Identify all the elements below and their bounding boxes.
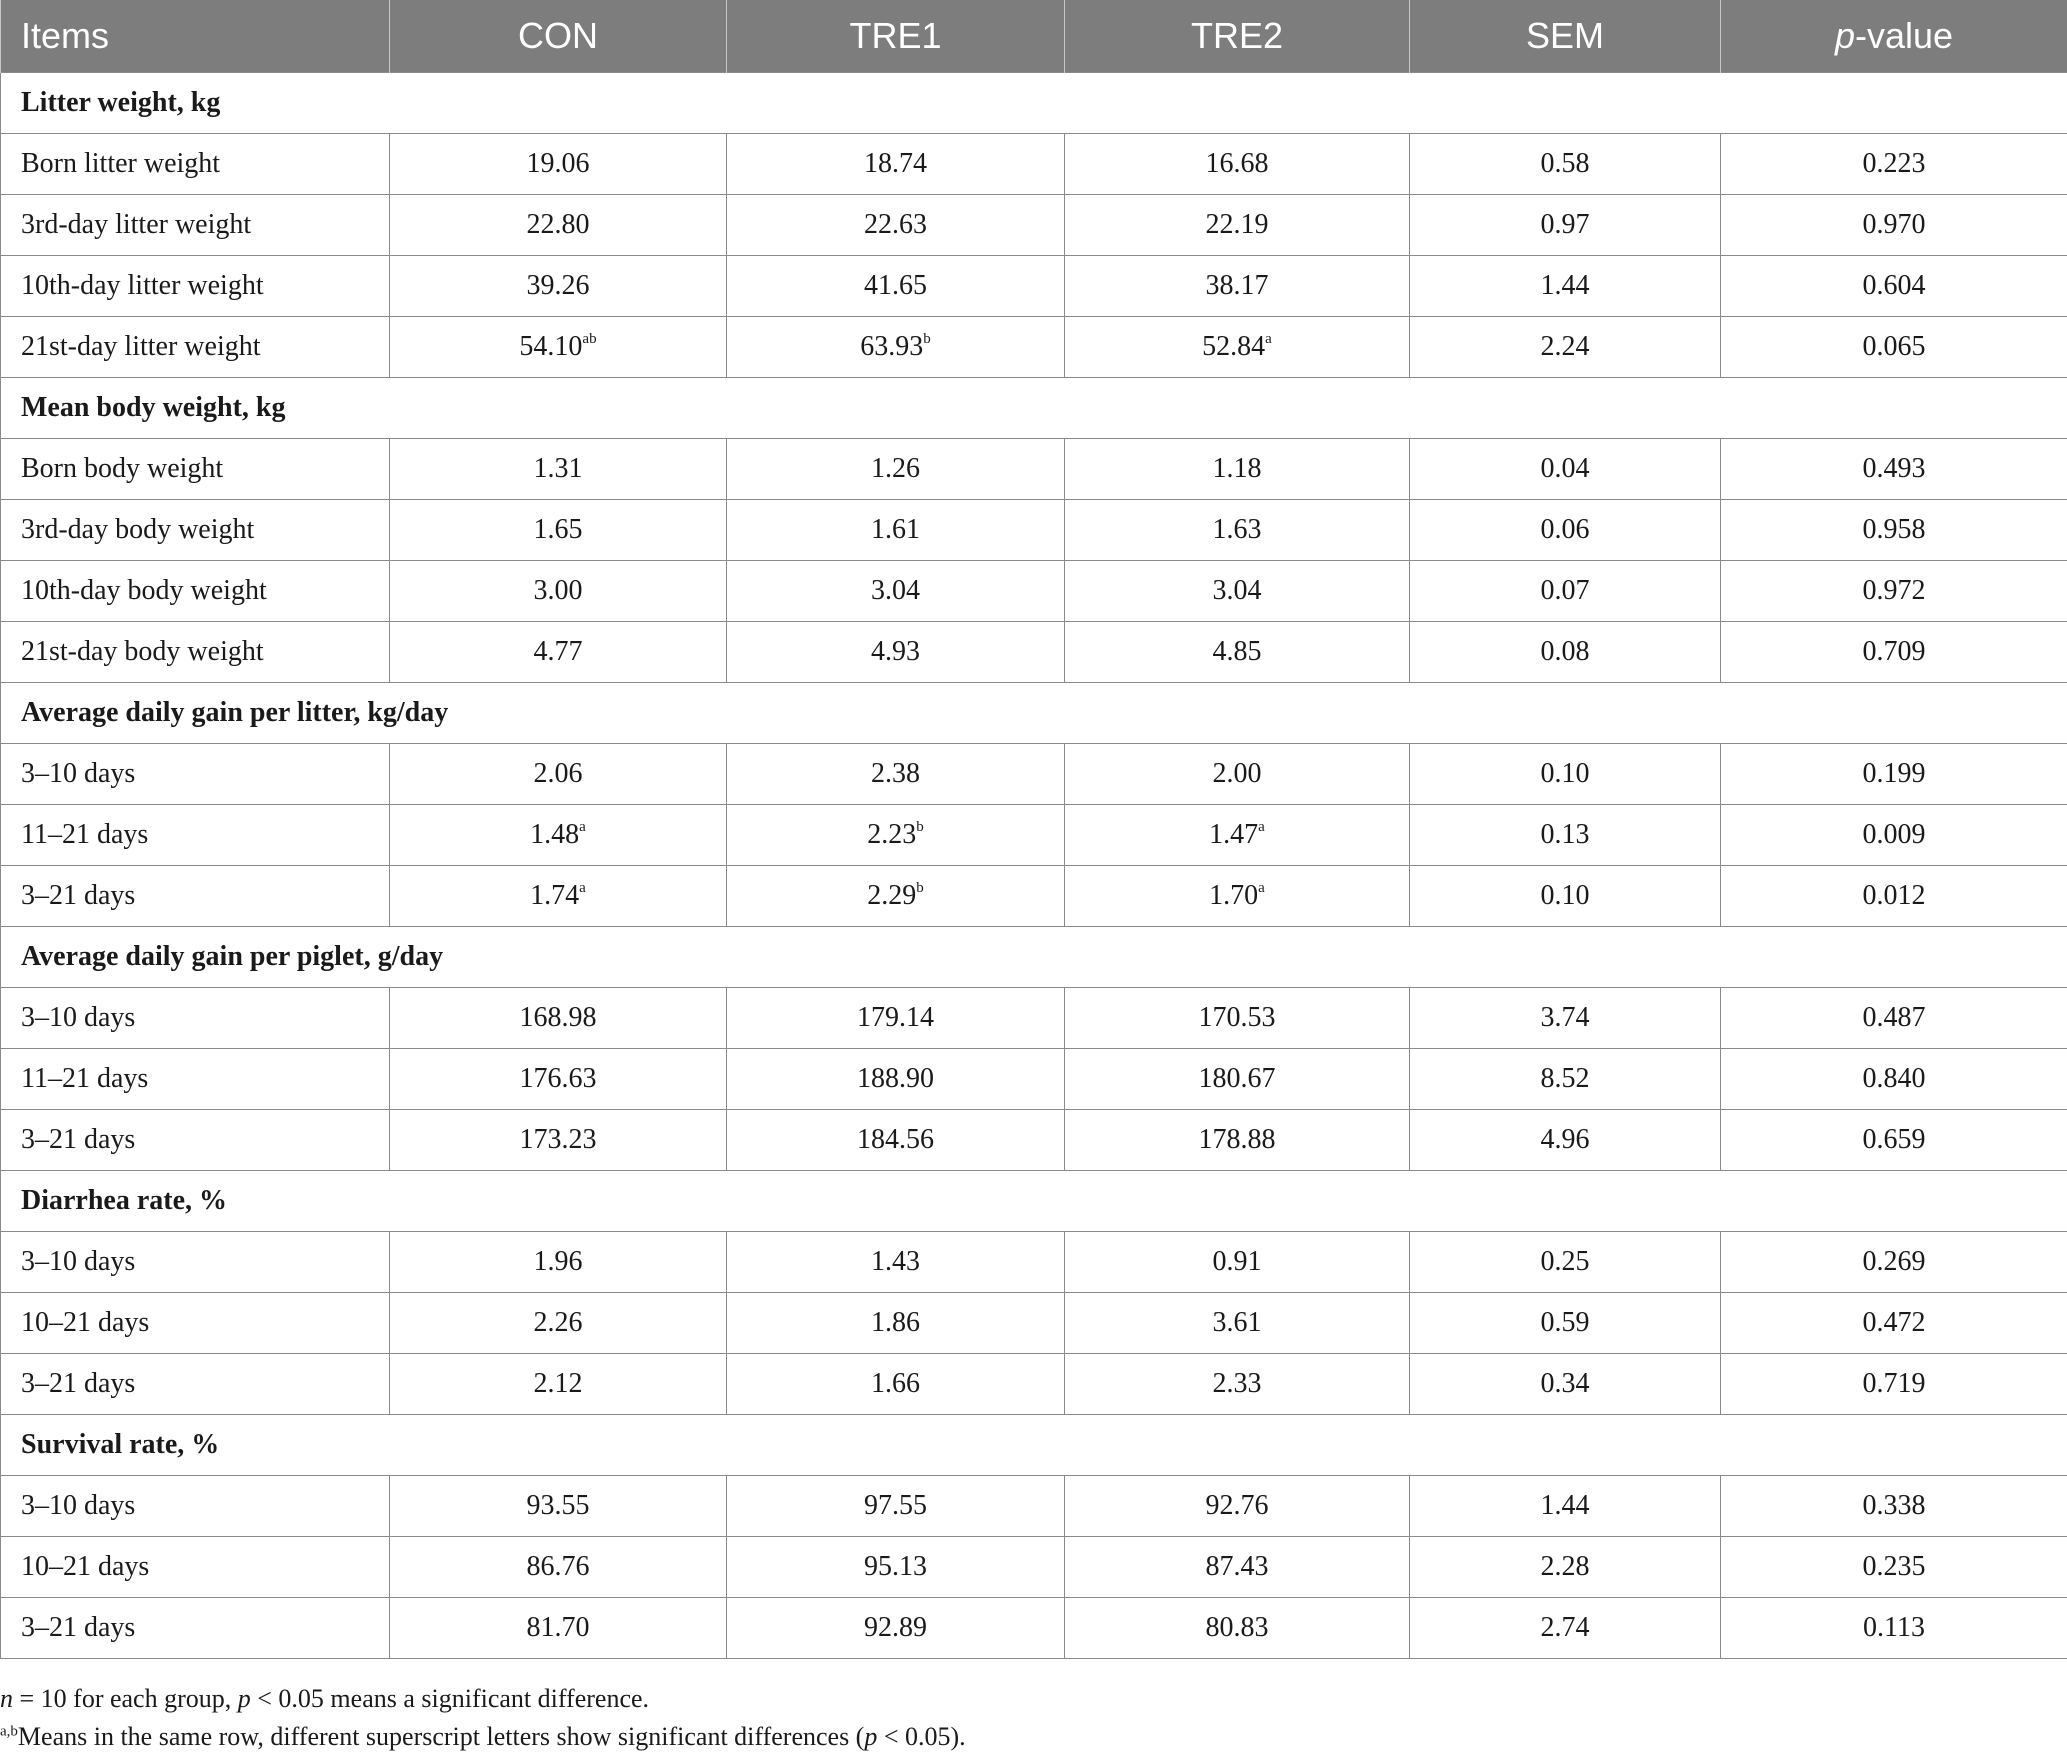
- cell-number: 168.98: [519, 1002, 597, 1033]
- table-body: [1, 73, 2067, 1659]
- cell-number: 0.07: [1540, 575, 1590, 606]
- cell-value: [727, 500, 1065, 561]
- cell-number: 22.19: [1205, 209, 1269, 240]
- cell-number: 1.61: [871, 514, 920, 545]
- cell-value: [1721, 317, 2067, 378]
- cell-value: [727, 1598, 1065, 1659]
- cell-value: [390, 1293, 727, 1354]
- cell-value: [1065, 1293, 1410, 1354]
- table-row: [1, 439, 2067, 500]
- cell-value: [1721, 1049, 2067, 1110]
- cell-number: 184.56: [857, 1124, 934, 1155]
- cell-value: [727, 988, 1065, 1049]
- row-label: 3–21 days: [1, 1354, 390, 1415]
- cell-value: [1065, 988, 1410, 1049]
- cell-value: [1410, 561, 1721, 622]
- row-label: 3–10 days: [1, 1232, 390, 1293]
- cell-number: 0.10: [1540, 758, 1590, 789]
- cell-number: 179.14: [857, 1002, 934, 1033]
- cell-number: 92.89: [864, 1612, 927, 1643]
- header-tre2: TRE2: [1065, 0, 1410, 73]
- cell-number: 0.709: [1862, 636, 1926, 667]
- table-row: [1, 866, 2067, 927]
- cell-number: 1.26: [871, 453, 920, 484]
- cell-value: [1065, 561, 1410, 622]
- cell-value: [727, 622, 1065, 683]
- footnote-sup-letters: a,b: [0, 1723, 18, 1740]
- header-items: Items: [1, 0, 390, 73]
- footnote-text: = 10 for each group,: [13, 1684, 238, 1713]
- cell-number: 80.83: [1205, 1612, 1269, 1643]
- cell-number: 2.29: [867, 880, 917, 911]
- cell-number: 2.00: [1212, 758, 1262, 789]
- table-row: [1, 1232, 2067, 1293]
- cell-value: [1721, 866, 2067, 927]
- cell-number: 0.338: [1862, 1490, 1926, 1521]
- cell-value: [727, 744, 1065, 805]
- cell-value: [390, 256, 727, 317]
- footnote-sample-size: [0, 1680, 2067, 1718]
- row-label: 10th-day body weight: [1, 561, 390, 622]
- cell-value: [727, 1354, 1065, 1415]
- cell-value: [1410, 744, 1721, 805]
- section-row: [1, 1171, 2067, 1232]
- significance-superscript: a: [1258, 879, 1265, 896]
- table-row: [1, 1293, 2067, 1354]
- cell-number: 39.26: [526, 270, 590, 301]
- cell-number: 1.47: [1209, 819, 1259, 850]
- cell-number: 2.23: [867, 819, 917, 850]
- section-row: [1, 73, 2067, 134]
- cell-number: 86.76: [526, 1551, 590, 1582]
- table-row: [1, 134, 2067, 195]
- row-label: 3–10 days: [1, 988, 390, 1049]
- cell-value: [727, 1232, 1065, 1293]
- cell-number: 0.493: [1862, 453, 1926, 484]
- cell-value: [1721, 988, 2067, 1049]
- row-label: 11–21 days: [1, 805, 390, 866]
- cell-value: [390, 500, 727, 561]
- cell-number: 2.06: [533, 758, 583, 789]
- cell-number: 0.04: [1540, 453, 1590, 484]
- section-row: [1, 1415, 2067, 1476]
- cell-number: 180.67: [1198, 1063, 1276, 1094]
- section-title: Litter weight, kg: [1, 73, 2067, 134]
- cell-number: 0.972: [1862, 575, 1926, 606]
- cell-value: [1065, 622, 1410, 683]
- cell-value: [1721, 1598, 2067, 1659]
- cell-value: [390, 134, 727, 195]
- table-row: [1, 1110, 2067, 1171]
- significance-superscript: b: [916, 879, 924, 896]
- cell-value: [1721, 134, 2067, 195]
- cell-number: 0.970: [1862, 209, 1926, 240]
- cell-number: 16.68: [1205, 148, 1269, 179]
- section-title: Diarrhea rate, %: [1, 1171, 2067, 1232]
- cell-value: [1721, 1476, 2067, 1537]
- cell-number: 3.04: [871, 575, 920, 606]
- table-row: [1, 317, 2067, 378]
- cell-value: [727, 134, 1065, 195]
- cell-value: [1721, 622, 2067, 683]
- table-footnotes: [0, 1680, 2067, 1756]
- cell-value: [727, 561, 1065, 622]
- cell-value: [1410, 134, 1721, 195]
- cell-value: [390, 1232, 727, 1293]
- cell-number: 0.59: [1540, 1307, 1590, 1338]
- row-label: Born body weight: [1, 439, 390, 500]
- cell-number: 1.31: [533, 453, 583, 484]
- cell-number: 1.44: [1540, 270, 1590, 301]
- table-row: [1, 1598, 2067, 1659]
- table-row: [1, 1354, 2067, 1415]
- row-label: 3–21 days: [1, 866, 390, 927]
- cell-value: [1065, 134, 1410, 195]
- footnote-tail: < 0.05).: [877, 1722, 966, 1751]
- cell-value: [1410, 1049, 1721, 1110]
- cell-number: 38.17: [1205, 270, 1269, 301]
- cell-value: [1065, 805, 1410, 866]
- cell-number: 1.43: [871, 1246, 920, 1277]
- cell-number: 1.66: [871, 1368, 920, 1399]
- cell-number: 0.012: [1862, 880, 1926, 911]
- cell-value: [1410, 622, 1721, 683]
- table-row: [1, 622, 2067, 683]
- cell-number: 0.719: [1862, 1368, 1926, 1399]
- cell-number: 52.84: [1202, 331, 1266, 362]
- cell-value: [1721, 1293, 2067, 1354]
- cell-value: [390, 866, 727, 927]
- cell-number: 4.96: [1540, 1124, 1590, 1155]
- cell-value: [727, 866, 1065, 927]
- cell-value: [1410, 988, 1721, 1049]
- header-sem: SEM: [1410, 0, 1721, 73]
- significance-superscript: a: [579, 879, 586, 896]
- cell-number: 19.06: [526, 148, 590, 179]
- section-row: [1, 927, 2067, 988]
- footnote-p: p: [237, 1684, 251, 1713]
- cell-number: 2.33: [1212, 1368, 1262, 1399]
- cell-value: [1410, 1537, 1721, 1598]
- significance-superscript: b: [916, 818, 924, 835]
- cell-value: [390, 195, 727, 256]
- cell-value: [727, 439, 1065, 500]
- table-row: [1, 744, 2067, 805]
- cell-number: 93.55: [526, 1490, 590, 1521]
- cell-value: [390, 622, 727, 683]
- cell-number: 0.34: [1540, 1368, 1590, 1399]
- cell-number: 0.065: [1862, 331, 1926, 362]
- cell-value: [390, 1354, 727, 1415]
- cell-number: 54.10: [519, 331, 583, 362]
- cell-number: 0.13: [1540, 819, 1590, 850]
- row-label: 11–21 days: [1, 1049, 390, 1110]
- cell-number: 0.06: [1540, 514, 1590, 545]
- cell-number: 0.199: [1862, 758, 1926, 789]
- cell-number: 0.08: [1540, 636, 1590, 667]
- cell-value: [1065, 1598, 1410, 1659]
- cell-value: [1410, 1232, 1721, 1293]
- cell-number: 1.96: [533, 1246, 583, 1277]
- cell-value: [1721, 1537, 2067, 1598]
- cell-number: 41.65: [864, 270, 927, 301]
- header-p-value: [1721, 0, 2067, 73]
- cell-value: [1410, 256, 1721, 317]
- cell-value: [727, 317, 1065, 378]
- cell-number: 176.63: [519, 1063, 597, 1094]
- cell-value: [727, 1110, 1065, 1171]
- cell-number: 8.52: [1540, 1063, 1590, 1094]
- cell-value: [1721, 744, 2067, 805]
- table-row: [1, 1476, 2067, 1537]
- row-label: 21st-day litter weight: [1, 317, 390, 378]
- cell-number: 2.28: [1540, 1551, 1590, 1582]
- table-row: [1, 500, 2067, 561]
- cell-number: 4.77: [533, 636, 583, 667]
- row-label: Born litter weight: [1, 134, 390, 195]
- cell-number: 63.93: [860, 331, 924, 362]
- footnote-superscripts: [0, 1718, 2067, 1756]
- significance-superscript: b: [923, 330, 931, 347]
- cell-value: [1065, 1537, 1410, 1598]
- cell-number: 0.487: [1862, 1002, 1926, 1033]
- cell-number: 0.113: [1863, 1612, 1925, 1643]
- cell-number: 18.74: [864, 148, 927, 179]
- cell-number: 0.25: [1540, 1246, 1590, 1277]
- cell-value: [1721, 1354, 2067, 1415]
- cell-value: [1721, 256, 2067, 317]
- table-row: [1, 256, 2067, 317]
- section-title: Mean body weight, kg: [1, 378, 2067, 439]
- cell-value: [1065, 195, 1410, 256]
- cell-number: 2.24: [1540, 331, 1590, 362]
- cell-number: 0.958: [1862, 514, 1926, 545]
- table-header-row: [1, 0, 2067, 73]
- cell-value: [727, 805, 1065, 866]
- header-con: CON: [390, 0, 727, 73]
- row-label: 21st-day body weight: [1, 622, 390, 683]
- cell-number: 0.269: [1862, 1246, 1926, 1277]
- cell-value: [1721, 561, 2067, 622]
- cell-number: 3.00: [533, 575, 583, 606]
- cell-value: [1410, 500, 1721, 561]
- cell-number: 0.91: [1212, 1246, 1262, 1277]
- cell-value: [727, 1049, 1065, 1110]
- cell-value: [390, 1049, 727, 1110]
- row-label: 3rd-day body weight: [1, 500, 390, 561]
- row-label: 3–21 days: [1, 1110, 390, 1171]
- cell-value: [1065, 256, 1410, 317]
- cell-number: 92.76: [1205, 1490, 1269, 1521]
- row-label: 3–10 days: [1, 744, 390, 805]
- cell-value: [390, 1537, 727, 1598]
- significance-superscript: a: [579, 818, 586, 835]
- cell-number: 173.23: [519, 1124, 597, 1155]
- cell-value: [727, 256, 1065, 317]
- cell-value: [1065, 317, 1410, 378]
- row-label: 10–21 days: [1, 1293, 390, 1354]
- cell-value: [1721, 1232, 2067, 1293]
- cell-number: 1.70: [1209, 880, 1259, 911]
- cell-value: [1410, 317, 1721, 378]
- cell-value: [1410, 1598, 1721, 1659]
- cell-value: [390, 1598, 727, 1659]
- footnote-text: Means in the same row, different superscript letters show significant differences (: [17, 1722, 865, 1751]
- cell-number: 2.74: [1540, 1612, 1590, 1643]
- cell-number: 178.88: [1198, 1124, 1276, 1155]
- cell-value: [727, 1537, 1065, 1598]
- cell-value: [1065, 1049, 1410, 1110]
- cell-value: [1410, 439, 1721, 500]
- cell-value: [390, 1110, 727, 1171]
- cell-number: 0.604: [1862, 270, 1926, 301]
- cell-value: [1065, 1476, 1410, 1537]
- cell-value: [727, 1476, 1065, 1537]
- cell-value: [390, 1476, 727, 1537]
- cell-number: 2.26: [533, 1307, 583, 1338]
- cell-number: 170.53: [1198, 1002, 1276, 1033]
- cell-number: 4.85: [1212, 636, 1262, 667]
- cell-value: [1410, 1293, 1721, 1354]
- cell-value: [390, 988, 727, 1049]
- cell-number: 0.10: [1540, 880, 1590, 911]
- cell-number: 188.90: [857, 1063, 934, 1094]
- cell-value: [1721, 1110, 2067, 1171]
- cell-value: [1410, 195, 1721, 256]
- cell-number: 0.58: [1540, 148, 1590, 179]
- cell-number: 1.18: [1212, 453, 1262, 484]
- cell-number: 97.55: [864, 1490, 927, 1521]
- cell-value: [1065, 1232, 1410, 1293]
- cell-value: [1721, 805, 2067, 866]
- cell-value: [1410, 1476, 1721, 1537]
- cell-value: [727, 195, 1065, 256]
- section-row: [1, 683, 2067, 744]
- table-row: [1, 195, 2067, 256]
- cell-number: 22.63: [864, 209, 927, 240]
- cell-value: [390, 744, 727, 805]
- cell-value: [1065, 439, 1410, 500]
- cell-number: 22.80: [526, 209, 590, 240]
- footnote-p: p: [864, 1722, 878, 1751]
- significance-superscript: a: [1258, 818, 1265, 835]
- cell-value: [1410, 1354, 1721, 1415]
- cell-number: 3.74: [1540, 1002, 1590, 1033]
- header-p-suffix: -value: [1854, 15, 1954, 56]
- section-row: [1, 378, 2067, 439]
- table-row: [1, 988, 2067, 1049]
- cell-number: 1.63: [1212, 514, 1262, 545]
- footnote-n: n: [0, 1684, 13, 1713]
- cell-number: 1.86: [871, 1307, 920, 1338]
- row-label: 10th-day litter weight: [1, 256, 390, 317]
- table-row: [1, 1049, 2067, 1110]
- cell-value: [1065, 1110, 1410, 1171]
- cell-number: 81.70: [526, 1612, 590, 1643]
- cell-number: 0.840: [1862, 1063, 1926, 1094]
- section-title: Survival rate, %: [1, 1415, 2067, 1476]
- cell-number: 3.04: [1212, 575, 1262, 606]
- cell-number: 95.13: [864, 1551, 927, 1582]
- cell-number: 1.65: [533, 514, 583, 545]
- cell-value: [390, 439, 727, 500]
- cell-value: [1721, 195, 2067, 256]
- cell-number: 0.223: [1862, 148, 1926, 179]
- cell-value: [1065, 866, 1410, 927]
- significance-superscript: a: [1265, 330, 1272, 347]
- cell-value: [390, 561, 727, 622]
- cell-number: 3.61: [1212, 1307, 1262, 1338]
- cell-value: [1721, 500, 2067, 561]
- cell-value: [1065, 744, 1410, 805]
- header-p-italic: p: [1834, 15, 1855, 56]
- table-row: [1, 1537, 2067, 1598]
- cell-value: [1410, 866, 1721, 927]
- cell-value: [1410, 1110, 1721, 1171]
- table-row: [1, 805, 2067, 866]
- cell-value: [1721, 439, 2067, 500]
- cell-value: [1410, 805, 1721, 866]
- cell-number: 2.38: [871, 758, 920, 789]
- cell-value: [390, 805, 727, 866]
- row-label: 3rd-day litter weight: [1, 195, 390, 256]
- cell-number: 0.659: [1862, 1124, 1926, 1155]
- cell-number: 2.12: [533, 1368, 583, 1399]
- cell-value: [1065, 500, 1410, 561]
- section-title: Average daily gain per litter, kg/day: [1, 683, 2067, 744]
- cell-value: [727, 1293, 1065, 1354]
- row-label: 3–10 days: [1, 1476, 390, 1537]
- cell-number: 4.93: [871, 636, 920, 667]
- cell-number: 0.009: [1862, 819, 1926, 850]
- row-label: 10–21 days: [1, 1537, 390, 1598]
- header-tre1: TRE1: [727, 0, 1065, 73]
- cell-number: 0.235: [1862, 1551, 1926, 1582]
- cell-number: 1.44: [1540, 1490, 1590, 1521]
- table-row: [1, 561, 2067, 622]
- significance-superscript: ab: [582, 330, 597, 347]
- cell-number: 0.97: [1540, 209, 1590, 240]
- cell-number: 87.43: [1205, 1551, 1269, 1582]
- cell-number: 1.74: [530, 880, 580, 911]
- cell-number: 0.472: [1862, 1307, 1926, 1338]
- row-label: 3–21 days: [1, 1598, 390, 1659]
- footnote-tail: < 0.05 means a significant difference.: [250, 1684, 650, 1713]
- section-title: Average daily gain per piglet, g/day: [1, 927, 2067, 988]
- cell-number: 1.48: [530, 819, 580, 850]
- cell-value: [390, 317, 727, 378]
- cell-value: [1065, 1354, 1410, 1415]
